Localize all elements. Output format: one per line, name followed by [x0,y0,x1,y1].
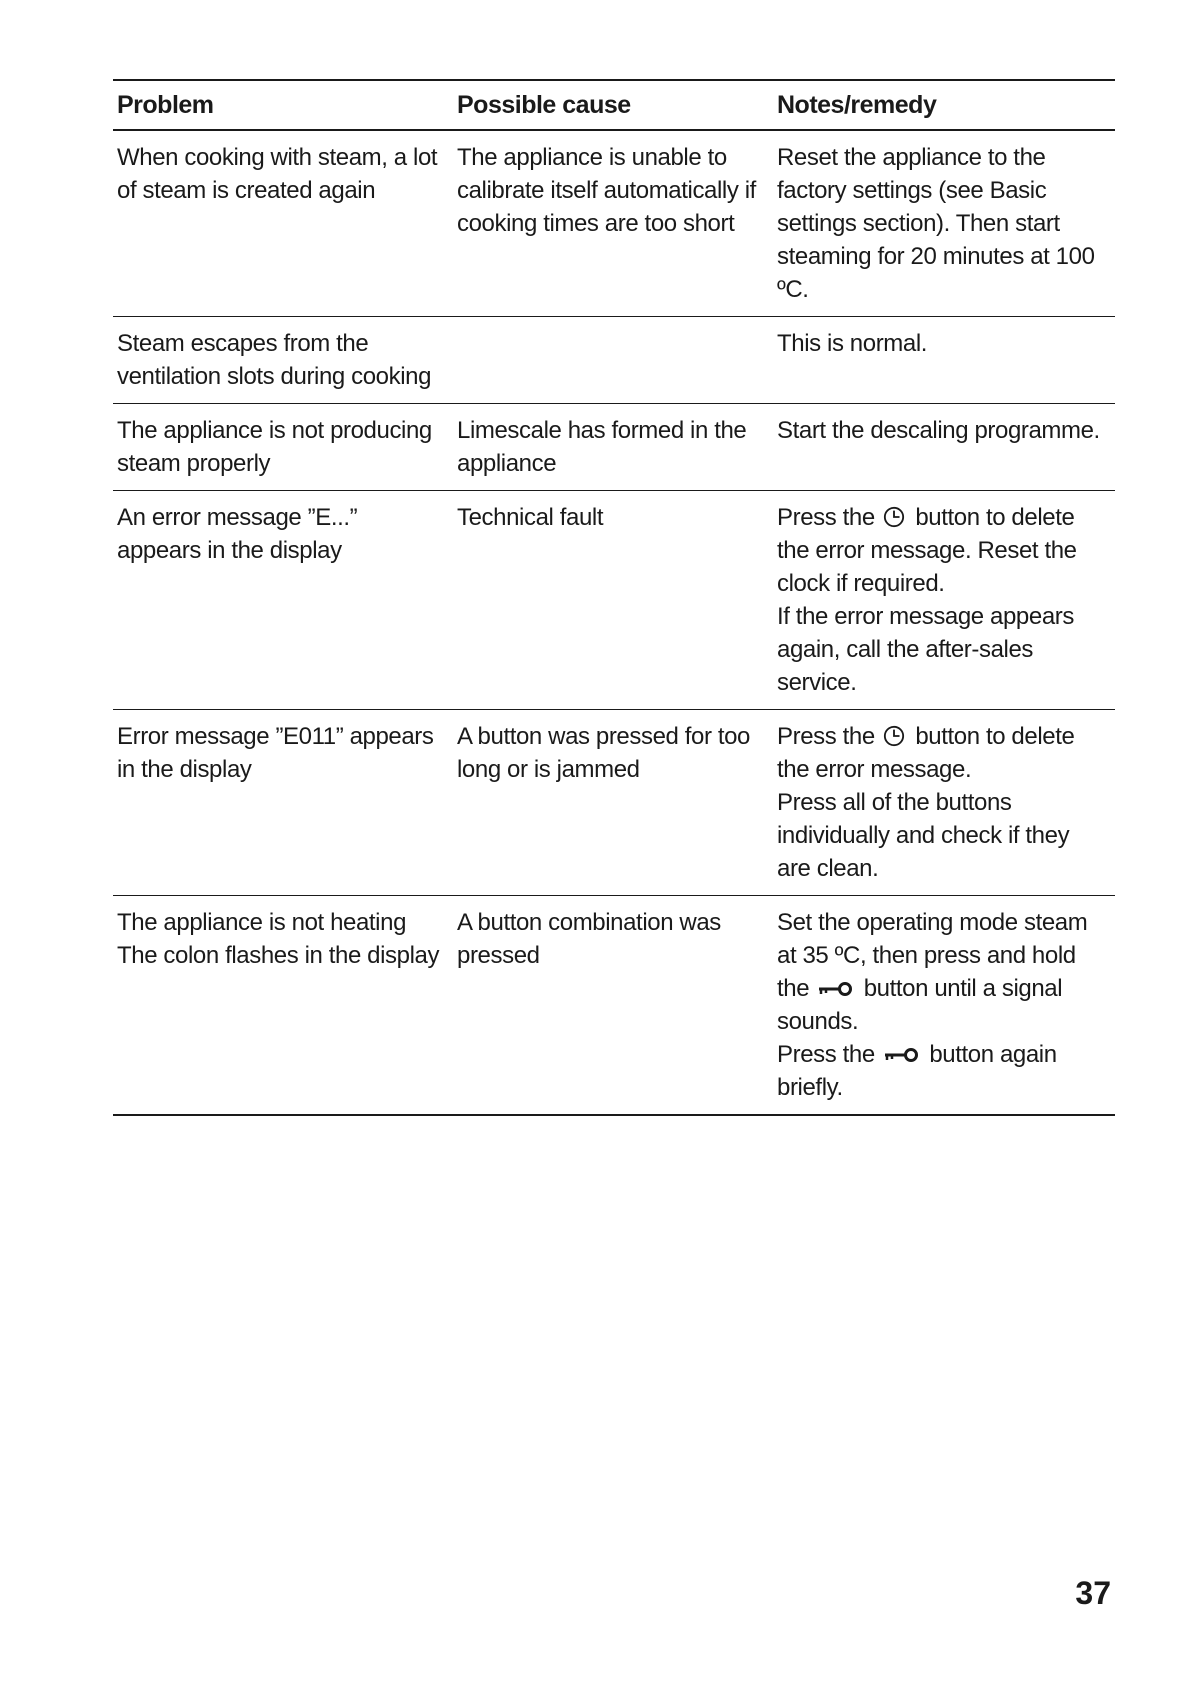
page-number: 37 [1075,1575,1111,1611]
remedy-cell [773,491,1115,710]
table-header-row [113,80,1115,130]
remedy-cell: This is normal. [777,330,928,357]
table-row [113,491,1115,710]
remedy-text-pre: Press the [777,504,875,531]
problem-cell: Steam escapes from the ventilation slots during cooking [117,330,432,390]
remedy-text-second: If the error message appears again, call the after-sales service. [777,603,1074,696]
clock-icon [883,506,905,528]
remedy-text-post: button to delete the error message. [777,723,1075,783]
table-row [113,404,1115,491]
remedy-cell: Start the descaling programme. [777,417,1100,444]
table-row [113,710,1115,896]
cause-cell: The appliance is unable to calibrate itself automatically if cooking times are too short [457,144,756,237]
remedy-cell: Reset the appliance to the factory settings (see Basic settings section). Then start steaming for 20 minutes at 100 ºC. [777,144,1095,303]
cause-cell: Limescale has formed in the appliance [457,417,747,477]
problem-cell: An error message ”E...” appears in the display [117,504,358,564]
key-icon [817,981,853,997]
problem-cell: When cooking with steam, a lot of steam is created again [117,144,438,204]
header-notes-remedy: Notes/remedy [777,91,937,119]
remedy-text-post: button until a signal sounds. [777,975,1063,1035]
table-row [113,896,1115,1116]
cause-cell: Technical fault [457,504,604,531]
remedy-cell [773,710,1115,896]
table-row [113,130,1115,317]
remedy-text-second: Press all of the buttons individually and check if they are clean. [777,789,1070,882]
remedy-text-pre: Press the [777,723,875,750]
key-icon [883,1047,919,1063]
clock-icon [883,725,905,747]
troubleshooting-table [113,79,1115,1116]
remedy-text-second-pre: Press the [777,1041,875,1068]
remedy-text-post: button to delete the error message. Reset the clock if required. [777,504,1077,597]
header-possible-cause: Possible cause [457,91,631,119]
problem-cell: Error message ”E011” appears in the display [117,723,434,783]
header-problem: Problem [117,91,214,119]
remedy-text-second-post: button again briefly. [777,1041,1057,1101]
remedy-cell [773,896,1115,1116]
cause-cell: A button was pressed for too long or is jammed [457,723,750,783]
remedy-text-pre: Set the operating mode steam at 35 ºC, then press and hold the [777,909,1088,1002]
cause-cell [453,317,773,404]
table-row [113,317,1115,404]
problem-cell: The appliance is not producing steam properly [117,417,432,477]
cause-cell: A button combination was pressed [457,909,721,969]
remedy-text-second [777,1038,1103,1104]
problem-cell: The appliance is not heating The colon flashes in the display [117,909,440,969]
